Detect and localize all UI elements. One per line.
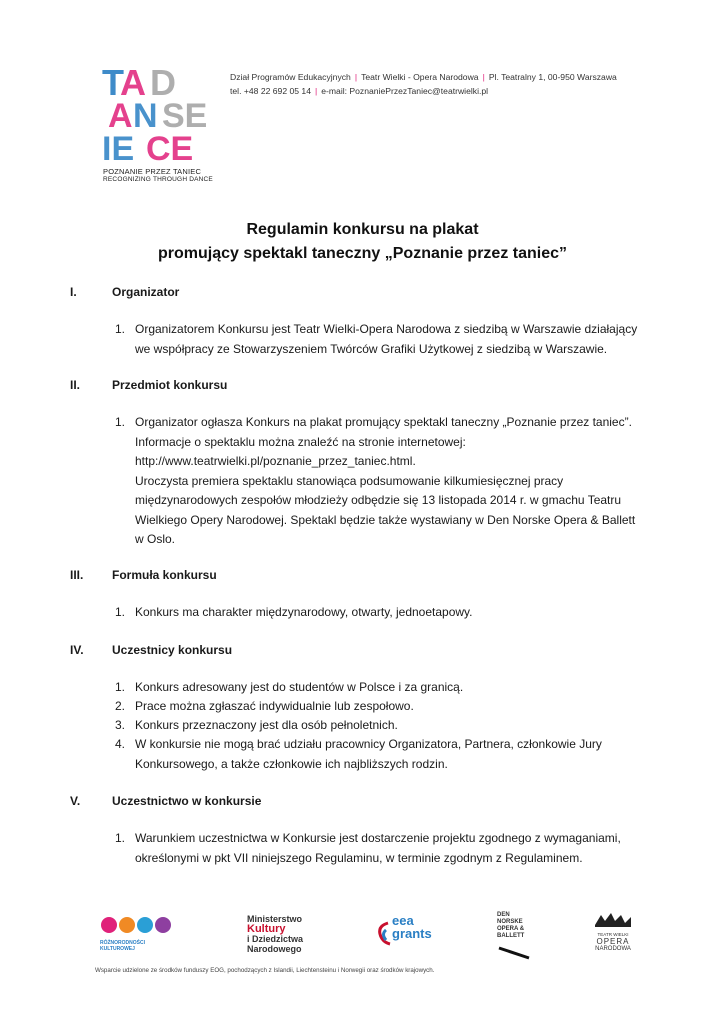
list-item: 3. Konkurs przeznaczony jest dla osób pełnoletnich. bbox=[115, 718, 398, 732]
contact-phone: tel. +48 22 692 05 14 bbox=[230, 86, 311, 96]
contact-department: Dział Programów Edukacyjnych bbox=[230, 72, 351, 82]
svg-text:T: T bbox=[102, 62, 124, 103]
list-item: 2. Prace można zgłaszać indywidualnie lub zespołowo. bbox=[115, 699, 414, 713]
svg-text:A: A bbox=[108, 97, 133, 135]
spectacle-link[interactable]: http://www.teatrwielki.pl/poznanie_przez_taniec.html. bbox=[135, 454, 416, 468]
list-item: 1. Konkurs adresowany jest do studentów w Polsce i za granicą. bbox=[115, 680, 464, 694]
section-heading-5: V. Uczestnictwo w konkursie bbox=[70, 794, 262, 808]
svg-text:A: A bbox=[120, 62, 146, 103]
quadriga-icon bbox=[593, 911, 633, 927]
eea-grants-logo: eea grants bbox=[376, 914, 432, 940]
den-norske-opera-logo: DEN NORSKE OPERA & BALLETT bbox=[497, 912, 531, 965]
kultury-roznorodnosci-logo: RÓŻNORODNOŚCI KULTUROWEJ bbox=[100, 915, 175, 952]
logo-caption: POZNANIE PRZEZ TANIEC RECOGNIZING THROUGH DANCE bbox=[103, 167, 213, 183]
slash-mark-icon bbox=[497, 940, 531, 960]
section-heading-2: II. Przedmiot konkursu bbox=[70, 378, 228, 392]
contact-theatre: Teatr Wielki - Opera Narodowa bbox=[361, 72, 479, 82]
eea-swirl-icon bbox=[376, 920, 392, 950]
section-heading-4: IV. Uczestnicy konkursu bbox=[70, 643, 233, 657]
list-item: 1. Organizator ogłasza Konkurs na plakat promujący spektakl taneczny „Poznanie przez taniec”. Informacje o spektaklu można znaleźć na stronie internetowej: http://www.teatrwielki.pl/poznanie_przez_taniec.html. Uroczysta premiera spektaklu stanowiąca podsumowanie kilkumiesięcznej pracy międzynarodowych zespołów młodzieży odbędzie się 13 listopada 2014 r. w gmachu Teatru Wielkiego Opery Narodowej. Spektakl będzie także wystawiany w Den Norske Opera & Ballett w Oslo. bbox=[115, 413, 655, 550]
footer-note: Wsparcie udzielone ze środków funduszy EOG, pochodzących z Islandii, Liechtensteinu i Norwegii oraz środków krajowych. bbox=[95, 967, 435, 974]
contact-address: Pl. Teatralny 1, 00-950 Warszawa bbox=[488, 72, 617, 82]
list-item: 1. Warunkiem uczestnictwa w Konkursie jest dostarczenie projektu zgodnego z wymaganiami, określonymi w pkt VII niniejszego Regulaminu, w terminie zgodnym z Regulaminem. bbox=[115, 831, 621, 865]
svg-text:CE: CE bbox=[146, 130, 194, 168]
list-item: 4. W konkursie nie mogą brać udziału pracownicy Organizatora, Partnera, członkowie Jury Konkursowego, a także członkowie ich najbliższych rodzin. bbox=[115, 737, 602, 771]
svg-text:N: N bbox=[133, 97, 158, 135]
contact-email[interactable]: e-mail: PoznaniePrzezTaniec@teatrwielki.pl bbox=[321, 86, 489, 96]
document-subtitle: promujący spektakl taneczny „Poznanie przez taniec” bbox=[157, 245, 568, 262]
section-heading-3: III. Formuła konkursu bbox=[70, 568, 217, 582]
svg-text:D: D bbox=[150, 62, 176, 103]
list-item: 1. Organizatorem Konkursu jest Teatr Wielki-Opera Narodowa z siedzibą w Warszawie działający we współpracy ze Stowarzyszeniem Twórców Grafiki Użytkowej z siedzibą w Warszawie. bbox=[115, 322, 638, 356]
header-contact: Dział Programów Edukacyjnych | Teatr Wielki - Opera Narodowa | Pl. Teatralny 1, 00-950 Warszawa tel. +48 22 692 05 14 | e-mail: PoznaniePrzezTaniec@teatrwielki.pl bbox=[230, 72, 617, 96]
section-heading-1: I. Organizator bbox=[70, 285, 180, 299]
document-title: Regulamin konkursu na plakat bbox=[246, 221, 479, 238]
ministerstwo-kultury-logo: Ministerstwo Kultury i Dziedzictwa Narodowego bbox=[247, 914, 304, 954]
circles-icon bbox=[100, 915, 175, 935]
teatr-wielki-logo: TEATR WIELKI OPERA NARODOWA bbox=[588, 911, 638, 952]
svg-text:SE: SE bbox=[162, 97, 208, 135]
svg-text:IE: IE bbox=[102, 130, 135, 168]
tadanse-logo bbox=[100, 62, 210, 182]
list-item: 1. Konkurs ma charakter międzynarodowy, otwarty, jednoetapowy. bbox=[115, 605, 473, 619]
